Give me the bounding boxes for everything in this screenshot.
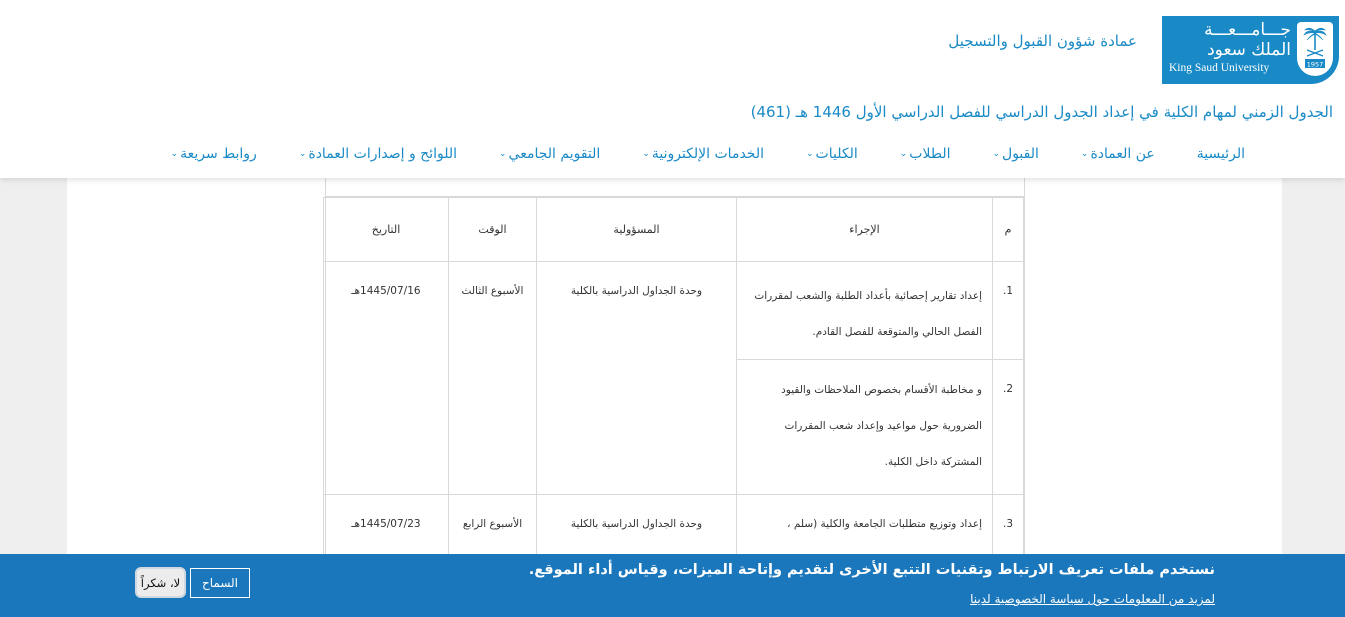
- procedure-cell: [737, 360, 993, 495]
- schedule-table: [323, 197, 1024, 555]
- chevron-down-icon: ⌄: [170, 149, 179, 159]
- time-text: الأسبوع الثالث: [461, 285, 524, 297]
- main-content: [67, 178, 1282, 617]
- chevron-down-icon: ⌄: [992, 149, 1001, 159]
- header-date: التاريخ: [324, 198, 449, 262]
- date-cell: [324, 495, 449, 555]
- time-cell: [449, 262, 537, 495]
- logo-english-name: King Saud University: [1169, 62, 1270, 74]
- header-procedure: الإجراء: [737, 198, 993, 262]
- cookie-message: نستخدم ملفات تعريف الارتباط وتقنيات التتبع الأخرى لتقديم وإتاحة الميزات، وقياس أداء الموقع.: [528, 562, 1215, 578]
- procedure-cell: [737, 495, 993, 555]
- site-header: [0, 0, 1345, 178]
- logo-arabic-line1: جـــامـــعـــة: [1204, 20, 1291, 40]
- time-cell: [449, 495, 537, 555]
- procedure-text: و مخاطبة الأقسام بخصوص الملاحظات والقيود الضرورية حول مواعيد وإعداد شعب المقررات المشتركة داخل الكلية.: [781, 384, 982, 468]
- row-num-cell: [993, 495, 1024, 555]
- row-num: 2.: [1002, 383, 1014, 395]
- procedure-cell: [737, 262, 993, 360]
- logo-arabic-line2: الملك سعود: [1207, 40, 1291, 60]
- responsibility-cell: [537, 495, 737, 555]
- nav-item-quick-links[interactable]: [171, 146, 257, 162]
- responsibility-cell: [537, 262, 737, 495]
- nav-item-label: اللوائح و إصدارات العمادة: [308, 146, 457, 162]
- nav-item-about[interactable]: [1081, 146, 1155, 162]
- chevron-down-icon: ⌄: [806, 149, 814, 159]
- time-text: الأسبوع الرابع: [462, 518, 523, 530]
- schedule-table-container: [325, 178, 1025, 555]
- nav-item-students[interactable]: [900, 146, 951, 162]
- row-num: 1.: [1002, 285, 1014, 297]
- date-text: 1445/07/16هـ: [351, 285, 421, 297]
- date-text: 1445/07/23هـ: [351, 518, 421, 530]
- chevron-down-icon: ⌄: [298, 149, 307, 159]
- palm-shield-icon: [1297, 22, 1333, 76]
- nav-item-home[interactable]: [1197, 146, 1245, 162]
- nav-item-label: الخدمات الإلكترونية: [651, 146, 764, 162]
- responsibility-text: وحدة الجداول الدراسية بالكلية: [570, 285, 703, 297]
- page-title: الجدول الزمني لمهام الكلية في إعداد الجدول الدراسي للفصل الدراسي الأول 1446 هـ (461): [750, 103, 1333, 121]
- procedure-text: إعداد تقارير إحصائية بأعداد الطلبة والشعب لمقررات الفصل الحالي والمتوقعة للفصل القادم.: [754, 290, 982, 338]
- nav-item-e-services[interactable]: [642, 146, 764, 162]
- chevron-down-icon: ⌄: [642, 149, 650, 159]
- chevron-down-icon: ⌄: [1080, 149, 1089, 159]
- university-logo[interactable]: [1162, 16, 1339, 84]
- row-num: 3.: [1002, 518, 1014, 530]
- row-num-cell: [993, 360, 1024, 495]
- privacy-policy-link[interactable]: لمزيد من المعلومات حول سياسة الخصوصية لدينا: [970, 592, 1215, 606]
- main-nav: [129, 143, 1245, 165]
- row-num-cell: [993, 262, 1024, 360]
- header-time: الوقت: [449, 198, 537, 262]
- nav-item-label: الطلاب: [909, 146, 951, 162]
- table-header-row: [324, 198, 1024, 262]
- chevron-down-icon: ⌄: [899, 149, 908, 159]
- deanship-title[interactable]: عمادة شؤون القبول والتسجيل: [948, 32, 1137, 50]
- table-row: [324, 262, 1024, 360]
- nav-item-colleges[interactable]: [806, 146, 858, 162]
- nav-item-label: التقويم الجامعي: [508, 146, 601, 162]
- responsibility-text: وحدة الجداول الدراسية بالكلية: [570, 518, 703, 530]
- nav-item-label: عن العمادة: [1090, 146, 1155, 162]
- date-cell: [324, 262, 449, 495]
- chevron-down-icon: ⌄: [499, 149, 507, 159]
- procedure-text: إعداد وتوزيع متطلبات الجامعة والكلية (سلم ،: [787, 518, 982, 530]
- allow-cookies-button[interactable]: السماح: [190, 568, 250, 598]
- header-num: م: [993, 198, 1024, 262]
- header-responsibility: المسؤولية: [537, 198, 737, 262]
- svg-text:1957: 1957: [1306, 60, 1324, 69]
- nav-item-label: روابط سريعة: [180, 146, 257, 162]
- nav-item-admission[interactable]: [992, 146, 1038, 162]
- table-top-spacer: [326, 178, 1024, 197]
- nav-item-label: الكليات: [815, 146, 858, 162]
- cookie-banner: [0, 554, 1345, 617]
- nav-item-label: الرئيسية: [1196, 146, 1245, 162]
- nav-item-regulations[interactable]: [299, 146, 457, 162]
- table-row: [324, 495, 1024, 555]
- decline-cookies-button[interactable]: لا، شكراً: [135, 567, 186, 598]
- nav-item-calendar[interactable]: [499, 146, 600, 162]
- nav-item-label: القبول: [1002, 146, 1039, 162]
